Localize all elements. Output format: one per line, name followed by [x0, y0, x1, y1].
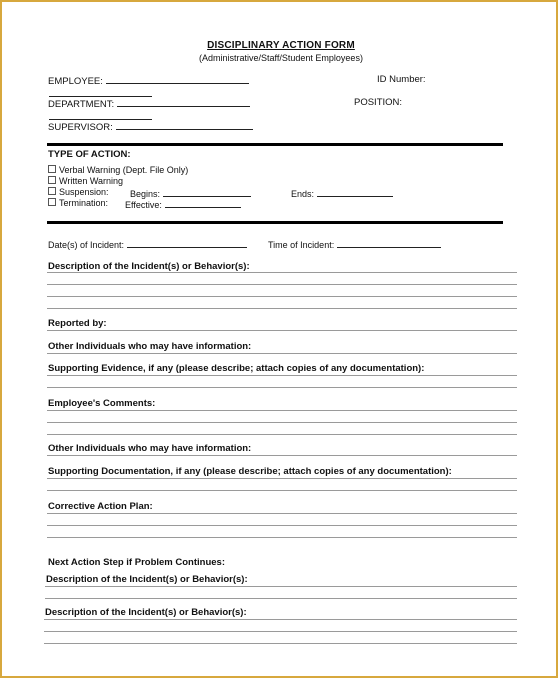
corrective-plan-line-2[interactable] [47, 525, 517, 526]
description-label-3: Description of the Incident(s) or Behavior(s): [45, 607, 247, 618]
description-line-3[interactable] [47, 296, 517, 297]
verbal-warning-label: Verbal Warning (Dept. File Only) [59, 165, 189, 175]
employee-label: EMPLOYEE: [48, 76, 103, 87]
other-individuals-line-1[interactable] [47, 353, 517, 354]
supervisor-label: SUPERVISOR: [48, 122, 113, 133]
other-individuals-label-2: Other Individuals who may have information: [48, 443, 252, 454]
employee-comments-line-2[interactable] [47, 422, 517, 423]
begins-blank[interactable] [163, 187, 251, 197]
id-number-label: ID Number: [377, 74, 426, 85]
effective-field[interactable] [125, 198, 241, 210]
next-action-step-label: Next Action Step if Problem Continues: [48, 557, 225, 568]
supporting-evidence-label: Supporting Evidence, if any (please describe; attach copies of any documentation): [48, 363, 425, 374]
termination-checkbox[interactable] [48, 198, 56, 206]
other-individuals-label-1: Other Individuals who may have information: [48, 341, 252, 352]
suspension-option[interactable] [48, 187, 109, 197]
verbal-warning-checkbox[interactable] [48, 165, 56, 173]
description-line-1[interactable] [47, 272, 517, 273]
employee-comments-label: Employee's Comments: [48, 398, 156, 409]
suspension-label: Suspension: [59, 187, 109, 197]
other-individuals-line-2[interactable] [47, 455, 517, 456]
time-of-incident-label: Time of Incident: [268, 240, 335, 250]
dates-of-incident-label: Date(s) of Incident: [48, 240, 125, 250]
verbal-warning-option[interactable] [48, 165, 188, 175]
position-label: POSITION: [354, 97, 403, 108]
time-of-incident-field[interactable] [268, 238, 441, 250]
description-line-2[interactable] [47, 284, 517, 285]
corrective-plan-line-3[interactable] [47, 537, 517, 538]
effective-blank[interactable] [165, 198, 241, 208]
position-field[interactable] [354, 97, 402, 108]
supporting-documentation-line-2[interactable] [47, 490, 517, 491]
employee-field[interactable] [48, 74, 249, 87]
reported-by-line[interactable] [47, 330, 517, 331]
effective-label: Effective: [125, 200, 162, 210]
employee-comments-line-3[interactable] [47, 434, 517, 435]
description-3-line-3[interactable] [44, 643, 517, 644]
supporting-evidence-line-1[interactable] [47, 375, 517, 376]
written-warning-label: Written Warning [59, 176, 124, 186]
time-of-incident-blank[interactable] [337, 238, 441, 248]
section-divider [47, 143, 503, 146]
department-blank[interactable] [117, 97, 250, 107]
description-2-line-2[interactable] [45, 598, 517, 599]
supervisor-blank[interactable] [116, 120, 253, 130]
supporting-documentation-label: Supporting Documentation, if any (please describe; attach copies of any documentation): [48, 466, 452, 477]
ends-blank[interactable] [317, 187, 393, 197]
form-subtitle: (Administrative/Staff/Student Employees) [199, 53, 363, 63]
form-title: DISCIPLINARY ACTION FORM [207, 40, 355, 51]
department-field[interactable] [48, 97, 250, 110]
termination-option[interactable] [48, 198, 108, 208]
employee-blank[interactable] [106, 74, 249, 84]
description-3-line-2[interactable] [44, 631, 517, 632]
corrective-action-plan-label: Corrective Action Plan: [48, 501, 153, 512]
type-of-action-heading: TYPE OF ACTION: [48, 149, 131, 160]
ends-label: Ends: [291, 189, 315, 199]
dates-of-incident-field[interactable] [48, 238, 247, 250]
supporting-evidence-line-2[interactable] [47, 387, 517, 388]
written-warning-checkbox[interactable] [48, 176, 56, 184]
supervisor-field[interactable] [48, 120, 253, 133]
ends-field[interactable] [291, 187, 393, 199]
description-2-line-1[interactable] [45, 586, 517, 587]
termination-label: Termination: [59, 198, 109, 208]
description-line-4[interactable] [47, 308, 517, 309]
section-divider-2 [47, 221, 503, 224]
corrective-plan-line-1[interactable] [47, 513, 517, 514]
supporting-documentation-line-1[interactable] [47, 478, 517, 479]
dates-of-incident-blank[interactable] [127, 238, 247, 248]
description-label: Description of the Incident(s) or Behavior(s): [48, 261, 250, 272]
description-3-line-1[interactable] [44, 619, 517, 620]
description-label-2: Description of the Incident(s) or Behavior(s): [46, 574, 248, 585]
reported-by-label: Reported by: [48, 318, 107, 329]
written-warning-option[interactable] [48, 176, 123, 186]
suspension-checkbox[interactable] [48, 187, 56, 195]
id-number-field[interactable] [377, 74, 426, 85]
department-label: DEPARTMENT: [48, 99, 115, 110]
employee-comments-line-1[interactable] [47, 410, 517, 411]
begins-label: Begins: [130, 189, 161, 199]
